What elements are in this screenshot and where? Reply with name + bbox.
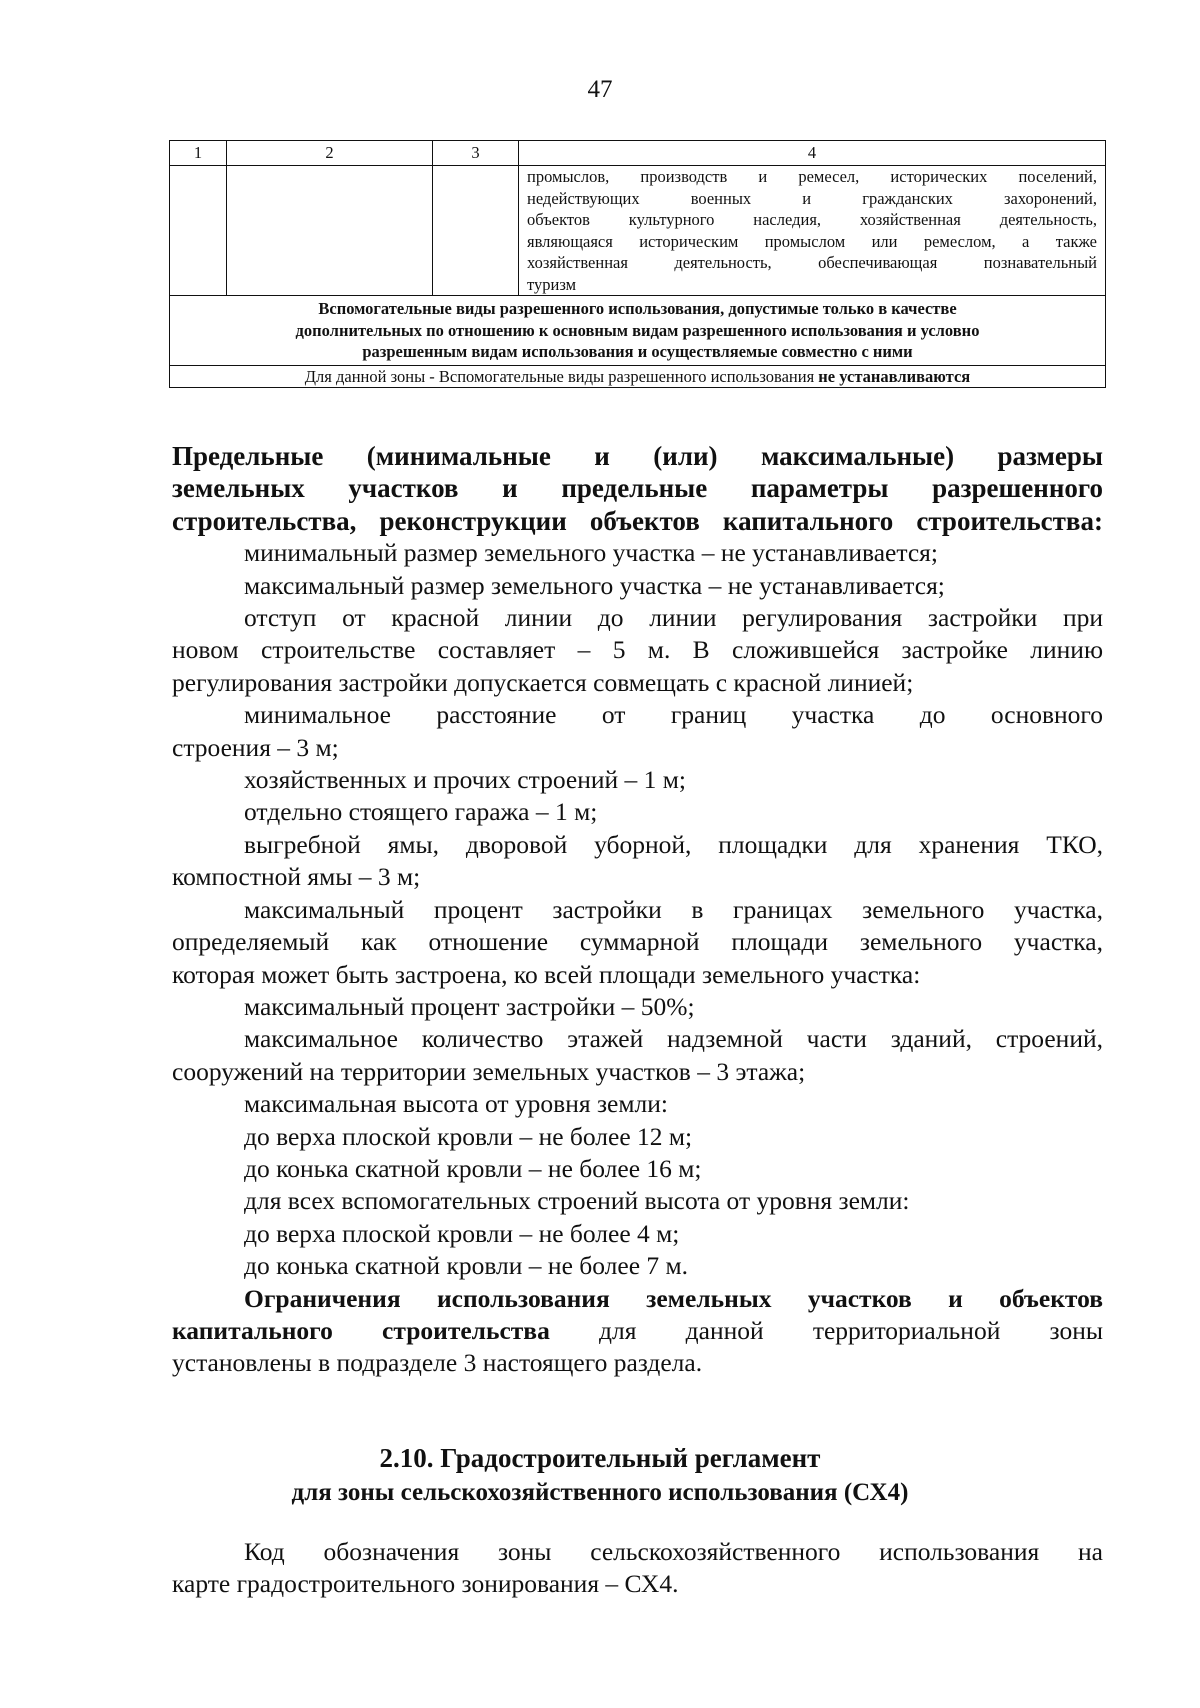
parameters-section xyxy=(172,440,1103,1380)
restrictions-rest: для данной территориальной зоны xyxy=(549,1315,1103,1345)
max-percent-line: определяемый как отношение суммарной площади земельного участка, xyxy=(172,927,1103,957)
table-header-cell: 2 xyxy=(227,141,433,166)
section-title-main: 2.10. Градостроительный регламент xyxy=(379,1443,821,1473)
restrictions-line: установлены в подразделе 3 настоящего раздела. xyxy=(172,1348,703,1378)
auxiliary-uses-note xyxy=(170,365,1106,388)
restrictions-line xyxy=(172,1315,1103,1347)
min-distance-line: минимальное расстояние от границ участка до основного xyxy=(244,700,1103,730)
cell-line: туризм xyxy=(527,274,577,294)
auxiliary-uses-header xyxy=(170,296,1106,366)
zone-code-line: Код обозначения зоны сельскохозяйственного использования на xyxy=(244,1537,1103,1566)
aux-header-line: разрешенным видам использования и осуществляемые совместно с ними xyxy=(362,342,913,361)
table-header-cell: 1 xyxy=(170,141,227,166)
cell-line: промыслов, производств и ремесел, исторических поселений, xyxy=(527,167,1097,186)
zone-code-paragraph xyxy=(172,1536,1103,1601)
floors-line: сооружений на территории земельных участков – 3 этажа; xyxy=(172,1056,806,1086)
floors-line: максимальное количество этажей надземной части зданий, строений, xyxy=(244,1024,1103,1054)
cell-line: объектов культурного наследия, хозяйственная деятельность, xyxy=(527,210,1097,229)
restrictions-bold: капитального строительства xyxy=(172,1315,550,1345)
auxiliary-uses-header-row xyxy=(170,296,1106,366)
max-percent-line: которая может быть застроена, ко всей площади земельного участка: xyxy=(172,959,921,989)
table-header-cell: 4 xyxy=(519,141,1106,166)
setback-line: новом строительстве составляет – 5 м. В сложившейся застройке линию xyxy=(172,635,1103,665)
setback-line: отступ от красной линии до линии регулирования застройки при xyxy=(244,603,1103,633)
page-number: 47 xyxy=(587,76,613,103)
cesspit-line: компостной ямы – 3 м; xyxy=(172,862,421,892)
section-title-sub: для зоны сельскохозяйственного использования (СХ4) xyxy=(291,1479,909,1506)
aux-header-line: Вспомогательные виды разрешенного использования, допустимые только в качестве xyxy=(318,299,957,318)
height-item: максимальная высота от уровня земли: xyxy=(244,1089,668,1119)
note-suffix: не устанавливаются xyxy=(818,366,971,386)
cell-line: являющаяся историческим промыслом или ремеслом, а также xyxy=(527,231,1097,251)
table-header-row xyxy=(170,141,1106,166)
parameters-heading-line: земельных участков и предельные параметры разрешенного xyxy=(172,473,1103,504)
zone-code-line: карте градостроительного зонирования – СХ4. xyxy=(172,1569,679,1599)
cell-line: недействующих военных и гражданских захоронений, xyxy=(527,188,1097,208)
parameter-item: максимальный размер земельного участка – не устанавливается; xyxy=(244,570,945,600)
table-row xyxy=(170,166,1106,296)
height-item: до верха плоской кровли – не более 4 м; xyxy=(244,1218,680,1248)
table-cell-empty xyxy=(227,166,433,296)
continuation-cell xyxy=(519,166,1106,296)
height-item: для всех вспомогательных строений высота от уровня земли: xyxy=(244,1186,910,1216)
parameters-heading-line: Предельные (минимальные и (или) максимальные) размеры xyxy=(172,441,1103,471)
parameter-item: хозяйственных и прочих строений – 1 м; xyxy=(244,765,686,795)
note-prefix: Для данной зоны - Вспомогательные виды разрешенного использования xyxy=(304,366,819,386)
cesspit-line: выгребной ямы, дворовой уборной, площадки для хранения ТКО, xyxy=(244,829,1103,859)
auxiliary-uses-note-row xyxy=(170,365,1106,388)
parameters-heading-line: строительства, реконструкции объектов капитального строительства: xyxy=(172,505,1103,536)
percent-value: максимальный процент застройки – 50%; xyxy=(244,991,695,1021)
regulations-table xyxy=(169,140,1106,388)
height-item: до конька скатной кровли – не более 16 м; xyxy=(244,1153,702,1183)
restrictions-line: Ограничения использования земельных участков и объектов xyxy=(244,1283,1103,1313)
setback-line: регулирования застройки допускается совмещать с красной линией; xyxy=(172,667,914,697)
table-cell-empty xyxy=(433,166,519,296)
cell-line: хозяйственная деятельность, обеспечивающая познавательный xyxy=(527,253,1097,272)
table-cell-empty xyxy=(170,166,227,296)
max-percent-line: максимальный процент застройки в границах земельного участка, xyxy=(244,894,1103,924)
section-title xyxy=(0,1440,1200,1510)
height-item: до конька скатной кровли – не более 7 м. xyxy=(244,1251,689,1281)
min-distance-line: строения – 3 м; xyxy=(172,732,339,762)
aux-header-line: дополнительных по отношению к основным видам разрешенного использования и условно xyxy=(295,320,980,340)
height-item: до верха плоской кровли – не более 12 м; xyxy=(244,1121,693,1151)
parameter-item: отдельно стоящего гаража – 1 м; xyxy=(244,797,598,827)
table-header-cell: 3 xyxy=(433,141,519,166)
parameter-item: минимальный размер земельного участка – не устанавливается; xyxy=(244,538,938,568)
